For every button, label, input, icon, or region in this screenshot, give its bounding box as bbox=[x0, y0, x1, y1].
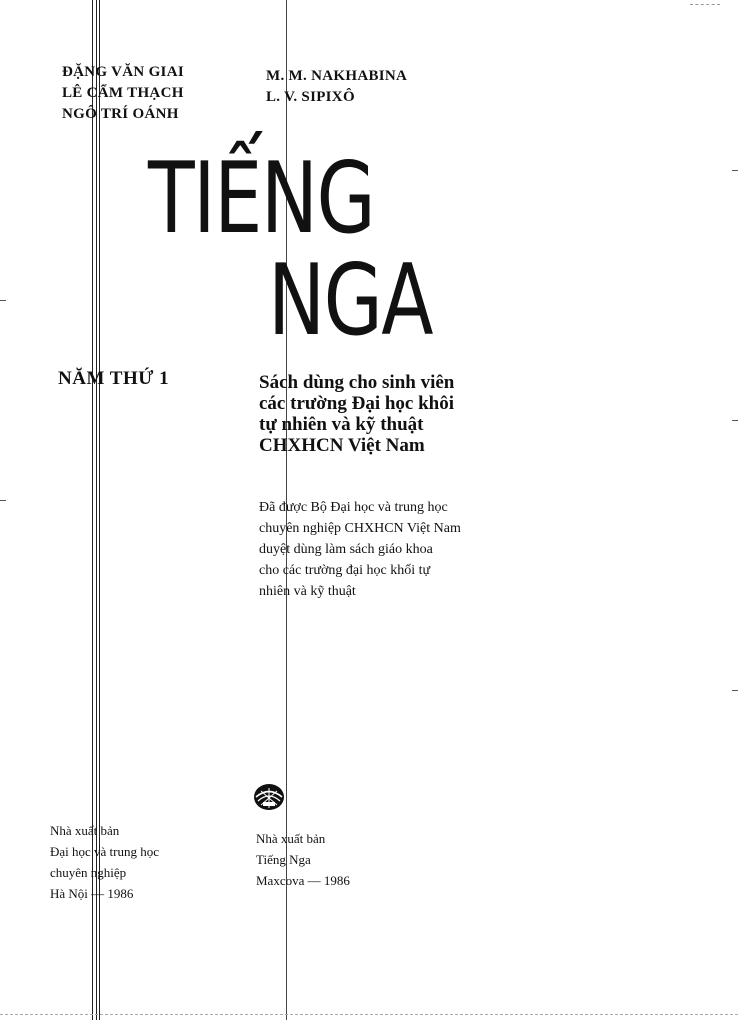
author-name: LÊ CẨM THẠCH bbox=[62, 85, 184, 101]
publisher-line: Tiếng Nga bbox=[256, 852, 311, 867]
publisher-line: Maxcova — 1986 bbox=[256, 873, 350, 888]
publisher-line: Đại học và trung học bbox=[50, 844, 160, 859]
author-name: M. M. NAKHABINA bbox=[266, 68, 408, 84]
scan-mark bbox=[732, 170, 738, 171]
book-title-line-2: NGA bbox=[268, 244, 433, 358]
approval-line: duyệt dùng làm sách giáo khoa bbox=[259, 542, 433, 557]
scan-mark bbox=[0, 500, 6, 501]
approval-note bbox=[259, 497, 461, 602]
author-name: NGÔ TRÍ OÁNH bbox=[62, 106, 179, 122]
purpose-line: CHXHCN Việt Nam bbox=[259, 435, 425, 456]
publisher-line: Nhà xuất bản bbox=[50, 823, 120, 838]
year-label: NĂM THỨ 1 bbox=[58, 368, 170, 389]
publisher-emblem-icon bbox=[252, 782, 286, 812]
approval-line: cho các trường đại học khối tự bbox=[259, 563, 431, 578]
book-purpose bbox=[259, 372, 454, 456]
russian-authors bbox=[266, 66, 407, 108]
scan-mark bbox=[732, 420, 738, 421]
publisher-line: Hà Nội — 1986 bbox=[50, 886, 134, 901]
approval-line: chuyên nghiệp CHXHCN Việt Nam bbox=[259, 521, 461, 536]
scan-mark bbox=[690, 4, 720, 5]
approval-line: Đã được Bộ Đại học và trung học bbox=[259, 500, 448, 515]
purpose-line: các trường Đại học khôi bbox=[259, 393, 455, 414]
book-title-line-1: TIẾNG bbox=[148, 142, 375, 256]
scan-mark bbox=[0, 300, 6, 301]
author-name: ĐẶNG VĂN GIAI bbox=[62, 64, 184, 80]
scan-mark bbox=[732, 690, 738, 691]
approval-line: nhiên và kỹ thuật bbox=[259, 584, 356, 599]
vietnamese-authors bbox=[62, 62, 184, 125]
scan-edge bbox=[0, 1014, 738, 1015]
publisher-line: Nhà xuất bản bbox=[256, 831, 326, 846]
purpose-line: tự nhiên và kỹ thuật bbox=[259, 414, 424, 435]
publisher-russia bbox=[256, 828, 350, 891]
purpose-line: Sách dùng cho sinh viên bbox=[259, 372, 455, 393]
author-name: L. V. SIPIXÔ bbox=[266, 89, 355, 105]
publisher-vietnam bbox=[50, 820, 159, 904]
publisher-line: chuyên nghiệp bbox=[50, 865, 127, 880]
